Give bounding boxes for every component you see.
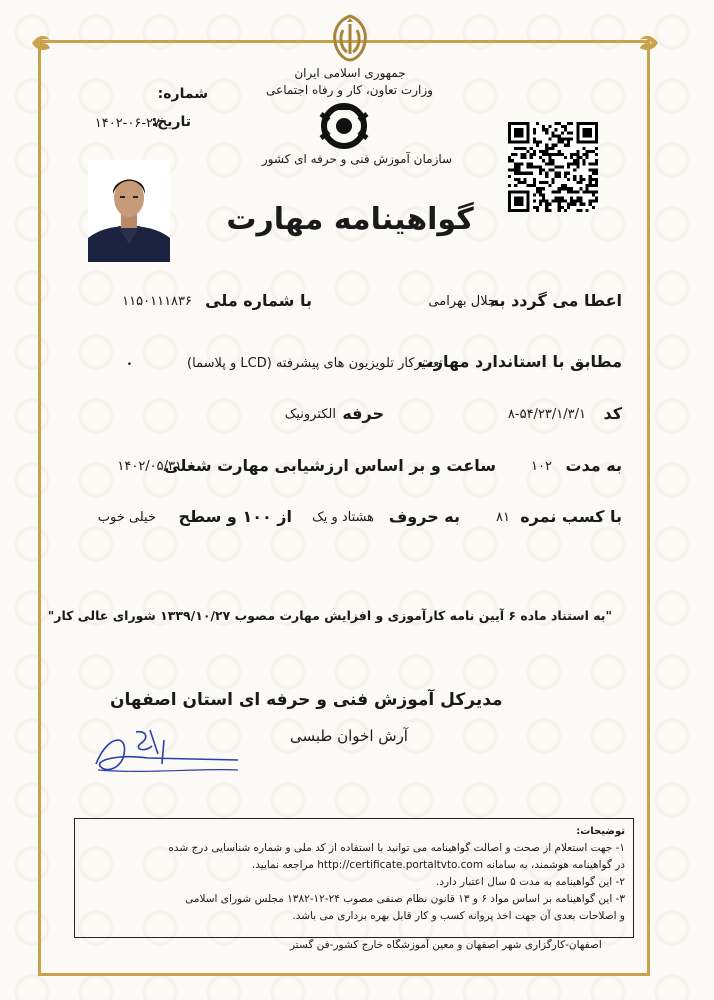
director-name: آرش اخوان طبسی	[290, 727, 408, 745]
score-value: ۸۱	[496, 510, 510, 525]
profession-value: الکترونیک	[284, 407, 336, 422]
duration-label: به مدت	[565, 456, 622, 475]
header-country: جمهوری اسلامی ایران	[294, 66, 406, 80]
date-value: ۱۴۰۲-۰۶-۲۷	[94, 116, 160, 131]
corner-ornament-right	[626, 30, 660, 56]
code-label: کد	[603, 404, 622, 423]
duration-value: ۱۰۲	[531, 459, 552, 474]
issuer-line: اصفهان-کارگزاری شهر اصفهان و معین آموزشگاه خارج کشور-فن گستر	[290, 939, 602, 951]
notes-item: ۲- این گواهینامه به مدت ۵ سال اعتبار دارد.	[436, 876, 625, 888]
holder-photo	[88, 160, 170, 262]
number-label: شماره:	[157, 86, 208, 102]
profession-label: حرفه	[342, 404, 384, 423]
certificate-title: گواهینامه مهارت	[226, 202, 474, 237]
header-ministry: وزارت تعاون، کار و رفاه اجتماعی	[266, 83, 433, 97]
standard-value: تعمیرکار تلویزیون های پیشرفته (LCD و پلاسما)	[187, 356, 443, 371]
notes-box	[74, 818, 634, 938]
bullet-mark: •	[126, 360, 132, 370]
national-id-value: ۱۱۵۰۱۱۱۸۳۶	[122, 294, 192, 309]
tvto-logo-icon	[313, 100, 375, 152]
director-title: مدیرکل آموزش فنی و حرفه ای استان اصفهان	[110, 690, 503, 710]
duration-suffix: ساعت و بر اساس ارزشیابی مهارت شغلی	[164, 456, 496, 475]
notes-item: و اصلاحات بعدی آن جهت اخذ پروانه کسب و کار قابل بهره برداری می باشد.	[292, 910, 625, 922]
letters-value: هشتاد و یک	[312, 510, 374, 525]
score-label: با کسب نمره	[520, 507, 622, 526]
standard-label: مطابق با استاندارد مهارت	[417, 352, 622, 371]
level-value: خیلی خوب	[97, 510, 156, 525]
level-label: از ۱۰۰ و سطح	[178, 507, 292, 526]
corner-ornament-left	[30, 30, 64, 56]
iran-emblem-icon	[325, 12, 375, 64]
letters-label: به حروف	[388, 507, 460, 526]
legal-quote: "به استناد ماده ۶ آیین نامه کارآموزی و افزایش مهارت مصوب ۱۳۳۹/۱۰/۲۷ شورای عالی کار"	[47, 608, 612, 623]
notes-item: ۱- جهت استعلام از صحت و اصالت گواهینامه می توانید با استفاده از کد ملی و شماره شناسایی درج شده	[168, 842, 625, 854]
header-organization: سازمان آموزش فنی و حرفه ای کشور	[261, 152, 453, 166]
qr-code	[508, 122, 598, 212]
evaluation-date: ۱۴۰۲/۰۵/۳۱	[117, 459, 182, 474]
date-label: تاریخ:	[151, 114, 191, 130]
awarded-name: جلال بهرامی	[428, 294, 496, 309]
code-value: ۸-۵۴/۲۳/۱/۳/۱	[507, 407, 586, 422]
national-id-label: با شماره ملی	[205, 291, 312, 310]
notes-item: در گواهینامه هوشمند، به سامانه http://certificate.portaltvto.com مراجعه نمایید.	[251, 859, 625, 871]
notes-item: ۳- این گواهینامه بر اساس مواد ۶ و ۱۳ قانون نظام صنفی مصوب ۲۴-۱۲-۱۳۸۲ مجلس شورای اسلامی	[185, 893, 625, 905]
director-signature	[88, 724, 248, 784]
awarded-label: اعطا می گردد به	[489, 291, 622, 310]
notes-heading: توضیحات:	[576, 826, 625, 837]
